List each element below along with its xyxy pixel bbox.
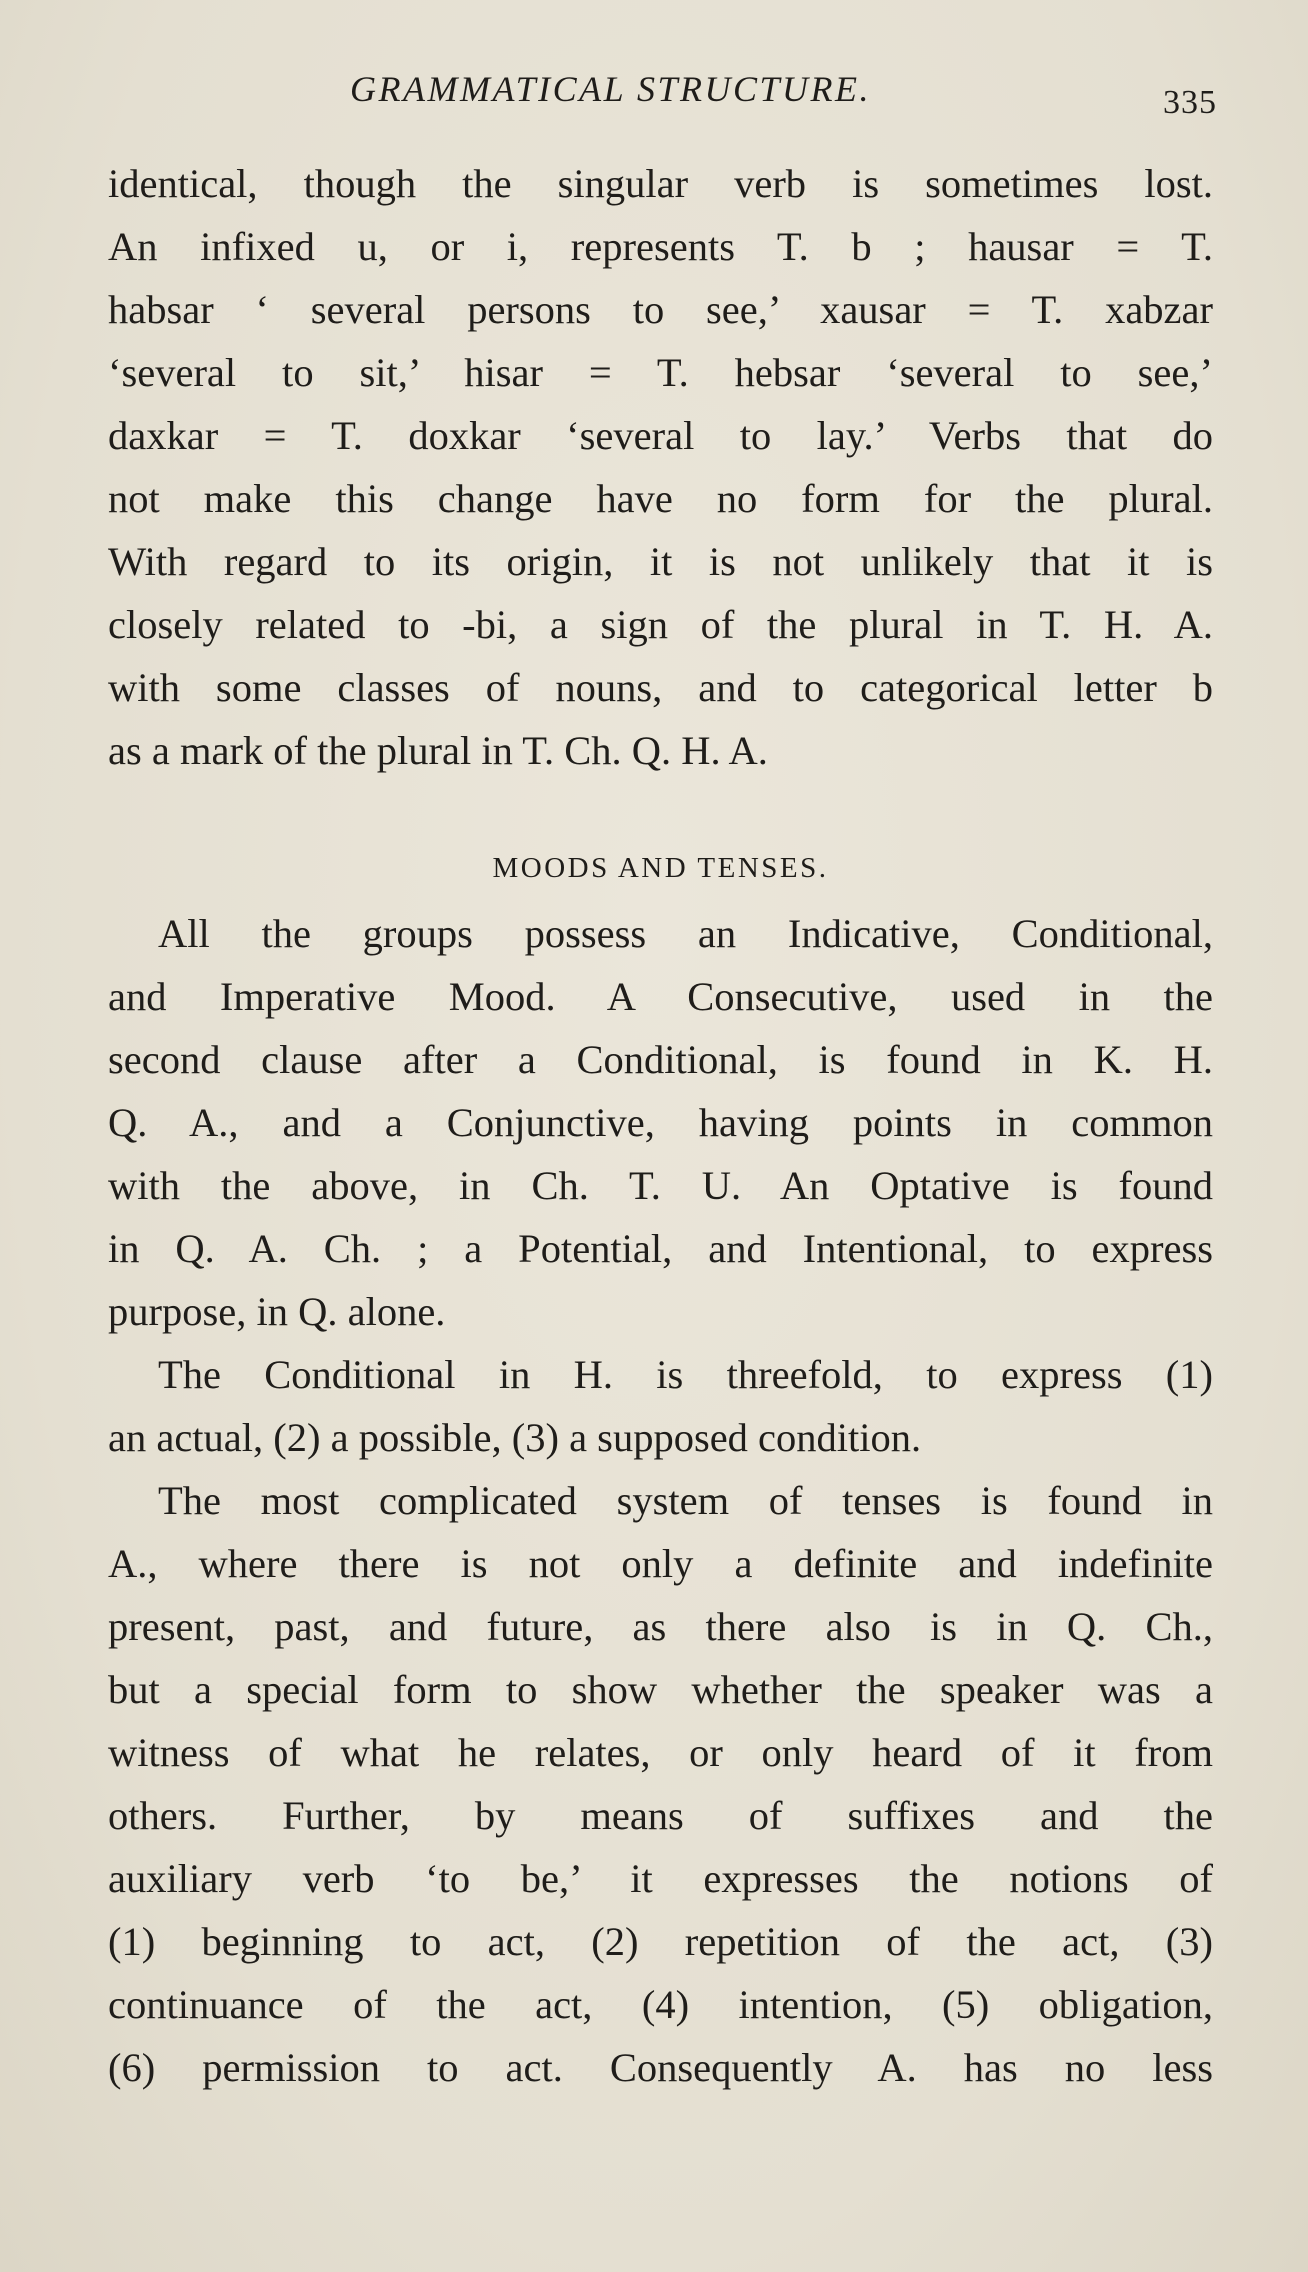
text-line: The most complicated system of tenses is found in: [158, 1478, 1213, 1523]
text-line: with the above, in Ch. T. U. An Optative is found: [108, 1163, 1213, 1208]
text-line: not make this change have no form for the plural.: [108, 476, 1213, 521]
text-line: and Imperative Mood. A Consecutive, used in the: [108, 974, 1213, 1019]
text-line: ‘several to sit,’ hisar = T. hebsar ‘several to see,’: [108, 350, 1213, 395]
page-number: 335: [1163, 84, 1217, 121]
text-line: A., where there is not only a definite and indefinite: [108, 1541, 1213, 1586]
text-line: second clause after a Conditional, is found in K. H.: [108, 1037, 1213, 1082]
text-line: An infixed u, or i, represents T. b ; hausar = T.: [108, 224, 1213, 269]
text-line: (6) permission to act. Consequently A. has no less: [108, 2045, 1213, 2090]
running-head: [0, 68, 1308, 121]
text-line: present, past, and future, as there also is in Q. Ch.,: [108, 1604, 1213, 1649]
text-line: continuance of the act, (4) intention, (5) obligation,: [108, 1982, 1213, 2027]
text-line: daxkar = T. doxkar ‘several to lay.’ Verbs that do: [108, 413, 1213, 458]
text-line: with some classes of nouns, and to categorical letter b: [108, 665, 1213, 710]
running-title: GRAMMATICAL STRUCTURE.: [350, 69, 872, 109]
paragraph-moods: [108, 902, 1213, 1343]
body-text: [108, 152, 1213, 2099]
text-line: identical, though the singular verb is sometimes lost.: [108, 161, 1213, 206]
paragraph-tenses: [108, 1469, 1213, 2099]
text-line: The Conditional in H. is threefold, to express (1): [158, 1352, 1213, 1397]
text-line: With regard to its origin, it is not unlikely that it is: [108, 539, 1213, 584]
text-line: others. Further, by means of suffixes and the: [108, 1793, 1213, 1838]
text-line: closely related to -bi, a sign of the plural in T. H. A.: [108, 602, 1213, 647]
text-line: (1) beginning to act, (2) repetition of the act, (3): [108, 1919, 1213, 1964]
paragraph-plural-forms: [108, 152, 1213, 782]
paragraph-conditional: [108, 1343, 1213, 1469]
text-line: Q. A., and a Conjunctive, having points in common: [108, 1100, 1213, 1145]
text-line: habsar ‘ several persons to see,’ xausar = T. xabzar: [108, 287, 1213, 332]
text-line: All the groups possess an Indicative, Conditional,: [158, 911, 1213, 956]
text-line: witness of what he relates, or only heard of it from: [108, 1730, 1213, 1775]
text-line: in Q. A. Ch. ; a Potential, and Intentional, to express: [108, 1226, 1213, 1271]
text-line: purpose, in Q. alone.: [108, 1289, 446, 1334]
text-line: but a special form to show whether the speaker was a: [108, 1667, 1213, 1712]
section-heading: MOODS AND TENSES.: [492, 852, 829, 884]
text-line: as a mark of the plural in T. Ch. Q. H. A.: [108, 728, 768, 773]
text-line: an actual, (2) a possible, (3) a supposed condition.: [108, 1415, 922, 1460]
text-line: auxiliary verb ‘to be,’ it expresses the notions of: [108, 1856, 1213, 1901]
